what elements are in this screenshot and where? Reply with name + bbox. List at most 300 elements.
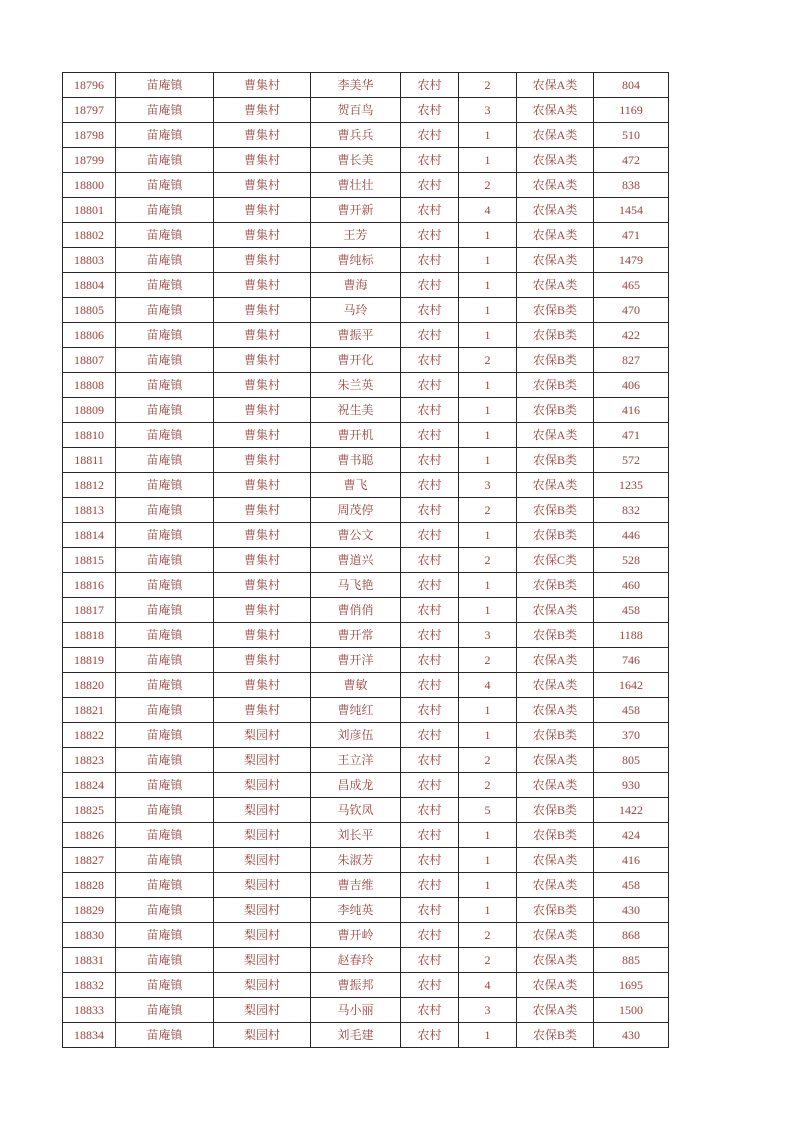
cell-category: 农保A类 (517, 73, 594, 98)
cell-name: 马玲 (311, 298, 401, 323)
cell-name: 曹吉维 (311, 873, 401, 898)
cell-id: 18816 (63, 573, 116, 598)
cell-village: 梨园村 (214, 748, 311, 773)
cell-name: 曹道兴 (311, 548, 401, 573)
cell-town: 苗庵镇 (116, 773, 214, 798)
cell-village: 曹集村 (214, 223, 311, 248)
cell-name: 曹开岭 (311, 923, 401, 948)
table-row (63, 348, 669, 373)
cell-type: 农村 (401, 998, 459, 1023)
cell-name: 王立洋 (311, 748, 401, 773)
table-row (63, 398, 669, 423)
cell-category: 农保A类 (517, 998, 594, 1023)
cell-id: 18803 (63, 248, 116, 273)
cell-category: 农保B类 (517, 573, 594, 598)
cell-village: 曹集村 (214, 573, 311, 598)
table-row (63, 198, 669, 223)
cell-name: 刘长平 (311, 823, 401, 848)
cell-amount: 465 (594, 273, 669, 298)
cell-amount: 528 (594, 548, 669, 573)
cell-name: 朱兰英 (311, 373, 401, 398)
cell-town: 苗庵镇 (116, 323, 214, 348)
cell-town: 苗庵镇 (116, 798, 214, 823)
cell-category: 农保B类 (517, 723, 594, 748)
cell-name: 曹振邦 (311, 973, 401, 998)
table-row (63, 673, 669, 698)
table-row (63, 98, 669, 123)
cell-count: 2 (459, 773, 517, 798)
cell-name: 曹开洋 (311, 648, 401, 673)
cell-count: 1 (459, 448, 517, 473)
cell-town: 苗庵镇 (116, 298, 214, 323)
cell-town: 苗庵镇 (116, 498, 214, 523)
cell-id: 18819 (63, 648, 116, 673)
table-row (63, 873, 669, 898)
table-row (63, 723, 669, 748)
cell-category: 农保A类 (517, 273, 594, 298)
cell-village: 曹集村 (214, 148, 311, 173)
cell-town: 苗庵镇 (116, 948, 214, 973)
cell-town: 苗庵镇 (116, 698, 214, 723)
cell-amount: 406 (594, 373, 669, 398)
cell-village: 曹集村 (214, 198, 311, 223)
cell-count: 1 (459, 823, 517, 848)
cell-count: 1 (459, 573, 517, 598)
cell-town: 苗庵镇 (116, 1023, 214, 1048)
cell-id: 18823 (63, 748, 116, 773)
cell-amount: 458 (594, 873, 669, 898)
cell-type: 农村 (401, 673, 459, 698)
table-body (63, 73, 669, 1048)
cell-village: 梨园村 (214, 873, 311, 898)
cell-town: 苗庵镇 (116, 423, 214, 448)
cell-amount: 1169 (594, 98, 669, 123)
cell-category: 农保A类 (517, 598, 594, 623)
cell-village: 曹集村 (214, 398, 311, 423)
cell-type: 农村 (401, 398, 459, 423)
cell-town: 苗庵镇 (116, 148, 214, 173)
table-row (63, 148, 669, 173)
cell-village: 曹集村 (214, 248, 311, 273)
cell-name: 祝生美 (311, 398, 401, 423)
cell-category: 农保B类 (517, 898, 594, 923)
cell-amount: 1454 (594, 198, 669, 223)
cell-village: 曹集村 (214, 348, 311, 373)
cell-type: 农村 (401, 773, 459, 798)
cell-amount: 868 (594, 923, 669, 948)
cell-name: 曹开新 (311, 198, 401, 223)
table-row (63, 298, 669, 323)
cell-amount: 422 (594, 323, 669, 348)
cell-name: 曹壮壮 (311, 173, 401, 198)
cell-name: 曹振平 (311, 323, 401, 348)
cell-type: 农村 (401, 548, 459, 573)
cell-type: 农村 (401, 373, 459, 398)
cell-town: 苗庵镇 (116, 748, 214, 773)
cell-amount: 430 (594, 898, 669, 923)
cell-amount: 1500 (594, 998, 669, 1023)
cell-amount: 470 (594, 298, 669, 323)
cell-town: 苗庵镇 (116, 248, 214, 273)
cell-id: 18800 (63, 173, 116, 198)
cell-amount: 472 (594, 148, 669, 173)
cell-category: 农保C类 (517, 548, 594, 573)
cell-category: 农保B类 (517, 398, 594, 423)
cell-type: 农村 (401, 73, 459, 98)
table-row (63, 823, 669, 848)
cell-type: 农村 (401, 298, 459, 323)
cell-village: 曹集村 (214, 623, 311, 648)
cell-name: 马钦凤 (311, 798, 401, 823)
cell-type: 农村 (401, 948, 459, 973)
table-row (63, 273, 669, 298)
cell-town: 苗庵镇 (116, 573, 214, 598)
table-row (63, 1023, 669, 1048)
cell-category: 农保A类 (517, 198, 594, 223)
cell-count: 2 (459, 748, 517, 773)
cell-town: 苗庵镇 (116, 598, 214, 623)
cell-name: 曹开常 (311, 623, 401, 648)
cell-type: 农村 (401, 123, 459, 148)
cell-count: 4 (459, 198, 517, 223)
cell-type: 农村 (401, 648, 459, 673)
table-row (63, 323, 669, 348)
table-row (63, 748, 669, 773)
cell-category: 农保A类 (517, 473, 594, 498)
cell-type: 农村 (401, 323, 459, 348)
cell-category: 农保A类 (517, 923, 594, 948)
cell-name: 贺百鸟 (311, 98, 401, 123)
cell-amount: 838 (594, 173, 669, 198)
cell-count: 1 (459, 248, 517, 273)
cell-category: 农保A类 (517, 148, 594, 173)
cell-amount: 430 (594, 1023, 669, 1048)
cell-count: 2 (459, 173, 517, 198)
table-row (63, 223, 669, 248)
cell-count: 1 (459, 1023, 517, 1048)
table-row (63, 998, 669, 1023)
records-table-grid (62, 72, 669, 1048)
cell-village: 曹集村 (214, 123, 311, 148)
cell-village: 曹集村 (214, 698, 311, 723)
cell-id: 18810 (63, 423, 116, 448)
cell-amount: 1188 (594, 623, 669, 648)
cell-count: 2 (459, 923, 517, 948)
cell-count: 3 (459, 623, 517, 648)
cell-category: 农保A类 (517, 948, 594, 973)
cell-town: 苗庵镇 (116, 898, 214, 923)
cell-amount: 424 (594, 823, 669, 848)
cell-category: 农保A类 (517, 748, 594, 773)
cell-id: 18806 (63, 323, 116, 348)
cell-type: 农村 (401, 198, 459, 223)
table-row (63, 948, 669, 973)
cell-name: 周茂停 (311, 498, 401, 523)
cell-id: 18824 (63, 773, 116, 798)
cell-type: 农村 (401, 1023, 459, 1048)
cell-town: 苗庵镇 (116, 998, 214, 1023)
cell-village: 曹集村 (214, 373, 311, 398)
cell-amount: 827 (594, 348, 669, 373)
cell-category: 农保B类 (517, 298, 594, 323)
cell-name: 曹敏 (311, 673, 401, 698)
cell-town: 苗庵镇 (116, 398, 214, 423)
table-row (63, 548, 669, 573)
table-row (63, 473, 669, 498)
table-row (63, 973, 669, 998)
cell-name: 曹海 (311, 273, 401, 298)
cell-village: 梨园村 (214, 998, 311, 1023)
cell-village: 曹集村 (214, 498, 311, 523)
cell-id: 18798 (63, 123, 116, 148)
cell-count: 1 (459, 123, 517, 148)
table-row (63, 623, 669, 648)
cell-town: 苗庵镇 (116, 348, 214, 373)
cell-type: 农村 (401, 898, 459, 923)
cell-count: 1 (459, 398, 517, 423)
table-row (63, 73, 669, 98)
cell-amount: 458 (594, 598, 669, 623)
cell-village: 曹集村 (214, 473, 311, 498)
cell-village: 曹集村 (214, 273, 311, 298)
cell-type: 农村 (401, 223, 459, 248)
table-row (63, 123, 669, 148)
cell-name: 赵春玲 (311, 948, 401, 973)
cell-village: 梨园村 (214, 948, 311, 973)
cell-village: 梨园村 (214, 923, 311, 948)
cell-amount: 885 (594, 948, 669, 973)
cell-town: 苗庵镇 (116, 73, 214, 98)
cell-count: 1 (459, 298, 517, 323)
cell-id: 18822 (63, 723, 116, 748)
cell-count: 2 (459, 73, 517, 98)
cell-count: 3 (459, 98, 517, 123)
cell-category: 农保B类 (517, 1023, 594, 1048)
table-row (63, 798, 669, 823)
cell-amount: 832 (594, 498, 669, 523)
cell-town: 苗庵镇 (116, 173, 214, 198)
cell-category: 农保B类 (517, 798, 594, 823)
cell-village: 曹集村 (214, 523, 311, 548)
cell-village: 梨园村 (214, 723, 311, 748)
cell-town: 苗庵镇 (116, 823, 214, 848)
cell-count: 1 (459, 523, 517, 548)
cell-count: 1 (459, 148, 517, 173)
cell-amount: 471 (594, 223, 669, 248)
table-row (63, 848, 669, 873)
cell-category: 农保A类 (517, 223, 594, 248)
table-row (63, 523, 669, 548)
cell-amount: 1479 (594, 248, 669, 273)
cell-category: 农保B类 (517, 373, 594, 398)
cell-type: 农村 (401, 448, 459, 473)
cell-count: 5 (459, 798, 517, 823)
cell-count: 2 (459, 948, 517, 973)
cell-id: 18808 (63, 373, 116, 398)
cell-town: 苗庵镇 (116, 123, 214, 148)
cell-id: 18805 (63, 298, 116, 323)
cell-village: 曹集村 (214, 673, 311, 698)
cell-id: 18825 (63, 798, 116, 823)
cell-town: 苗庵镇 (116, 648, 214, 673)
cell-amount: 446 (594, 523, 669, 548)
cell-id: 18827 (63, 848, 116, 873)
cell-type: 农村 (401, 248, 459, 273)
table-row (63, 173, 669, 198)
cell-count: 1 (459, 423, 517, 448)
cell-town: 苗庵镇 (116, 848, 214, 873)
cell-town: 苗庵镇 (116, 448, 214, 473)
cell-village: 曹集村 (214, 648, 311, 673)
cell-id: 18832 (63, 973, 116, 998)
cell-id: 18826 (63, 823, 116, 848)
cell-type: 农村 (401, 823, 459, 848)
cell-town: 苗庵镇 (116, 923, 214, 948)
cell-type: 农村 (401, 798, 459, 823)
cell-name: 曹纯红 (311, 698, 401, 723)
cell-count: 2 (459, 348, 517, 373)
cell-id: 18818 (63, 623, 116, 648)
cell-category: 农保A类 (517, 98, 594, 123)
cell-count: 4 (459, 973, 517, 998)
cell-category: 农保B类 (517, 348, 594, 373)
table-row (63, 248, 669, 273)
cell-type: 农村 (401, 423, 459, 448)
cell-town: 苗庵镇 (116, 523, 214, 548)
cell-id: 18834 (63, 1023, 116, 1048)
cell-count: 1 (459, 598, 517, 623)
cell-category: 农保B类 (517, 623, 594, 648)
cell-amount: 370 (594, 723, 669, 748)
cell-name: 曹俏俏 (311, 598, 401, 623)
cell-id: 18820 (63, 673, 116, 698)
cell-village: 曹集村 (214, 423, 311, 448)
cell-village: 曹集村 (214, 298, 311, 323)
cell-category: 农保A类 (517, 873, 594, 898)
cell-amount: 510 (594, 123, 669, 148)
cell-count: 2 (459, 498, 517, 523)
cell-count: 2 (459, 648, 517, 673)
cell-category: 农保B类 (517, 523, 594, 548)
cell-name: 曹长美 (311, 148, 401, 173)
cell-count: 1 (459, 223, 517, 248)
cell-name: 李美华 (311, 73, 401, 98)
cell-town: 苗庵镇 (116, 273, 214, 298)
cell-id: 18821 (63, 698, 116, 723)
cell-village: 梨园村 (214, 898, 311, 923)
cell-count: 1 (459, 723, 517, 748)
cell-count: 1 (459, 873, 517, 898)
cell-category: 农保B类 (517, 448, 594, 473)
cell-village: 曹集村 (214, 548, 311, 573)
cell-id: 18809 (63, 398, 116, 423)
cell-name: 曹开机 (311, 423, 401, 448)
cell-amount: 572 (594, 448, 669, 473)
cell-village: 梨园村 (214, 798, 311, 823)
cell-name: 刘彦伍 (311, 723, 401, 748)
cell-amount: 1235 (594, 473, 669, 498)
cell-count: 1 (459, 373, 517, 398)
cell-name: 刘毛建 (311, 1023, 401, 1048)
cell-name: 曹兵兵 (311, 123, 401, 148)
cell-type: 农村 (401, 973, 459, 998)
table-row (63, 423, 669, 448)
cell-type: 农村 (401, 98, 459, 123)
cell-category: 农保A类 (517, 698, 594, 723)
cell-type: 农村 (401, 873, 459, 898)
cell-id: 18833 (63, 998, 116, 1023)
cell-amount: 416 (594, 398, 669, 423)
cell-id: 18817 (63, 598, 116, 623)
cell-village: 曹集村 (214, 73, 311, 98)
cell-count: 3 (459, 998, 517, 1023)
table-row (63, 598, 669, 623)
cell-type: 农村 (401, 748, 459, 773)
records-table (62, 72, 669, 1048)
cell-type: 农村 (401, 523, 459, 548)
cell-amount: 1642 (594, 673, 669, 698)
cell-amount: 416 (594, 848, 669, 873)
cell-amount: 805 (594, 748, 669, 773)
table-row (63, 773, 669, 798)
cell-amount: 471 (594, 423, 669, 448)
cell-id: 18807 (63, 348, 116, 373)
cell-name: 曹纯标 (311, 248, 401, 273)
cell-village: 梨园村 (214, 973, 311, 998)
cell-name: 朱淑芳 (311, 848, 401, 873)
cell-id: 18812 (63, 473, 116, 498)
cell-town: 苗庵镇 (116, 198, 214, 223)
cell-village: 梨园村 (214, 823, 311, 848)
cell-category: 农保A类 (517, 248, 594, 273)
cell-category: 农保B类 (517, 823, 594, 848)
cell-town: 苗庵镇 (116, 973, 214, 998)
cell-name: 王芳 (311, 223, 401, 248)
cell-type: 农村 (401, 623, 459, 648)
table-row (63, 448, 669, 473)
cell-count: 2 (459, 548, 517, 573)
cell-village: 曹集村 (214, 323, 311, 348)
cell-name: 李纯英 (311, 898, 401, 923)
cell-type: 农村 (401, 573, 459, 598)
cell-type: 农村 (401, 173, 459, 198)
cell-type: 农村 (401, 498, 459, 523)
cell-amount: 804 (594, 73, 669, 98)
cell-id: 18831 (63, 948, 116, 973)
cell-type: 农村 (401, 473, 459, 498)
cell-village: 梨园村 (214, 773, 311, 798)
cell-category: 农保B类 (517, 498, 594, 523)
cell-count: 3 (459, 473, 517, 498)
cell-type: 农村 (401, 273, 459, 298)
cell-category: 农保A类 (517, 973, 594, 998)
cell-village: 曹集村 (214, 173, 311, 198)
cell-name: 曹书聪 (311, 448, 401, 473)
cell-category: 农保A类 (517, 173, 594, 198)
cell-town: 苗庵镇 (116, 873, 214, 898)
cell-count: 1 (459, 848, 517, 873)
table-row (63, 923, 669, 948)
cell-category: 农保A类 (517, 848, 594, 873)
cell-village: 曹集村 (214, 598, 311, 623)
cell-amount: 1422 (594, 798, 669, 823)
cell-id: 18811 (63, 448, 116, 473)
cell-village: 梨园村 (214, 848, 311, 873)
cell-id: 18796 (63, 73, 116, 98)
table-row (63, 498, 669, 523)
cell-name: 曹飞 (311, 473, 401, 498)
cell-category: 农保B类 (517, 323, 594, 348)
